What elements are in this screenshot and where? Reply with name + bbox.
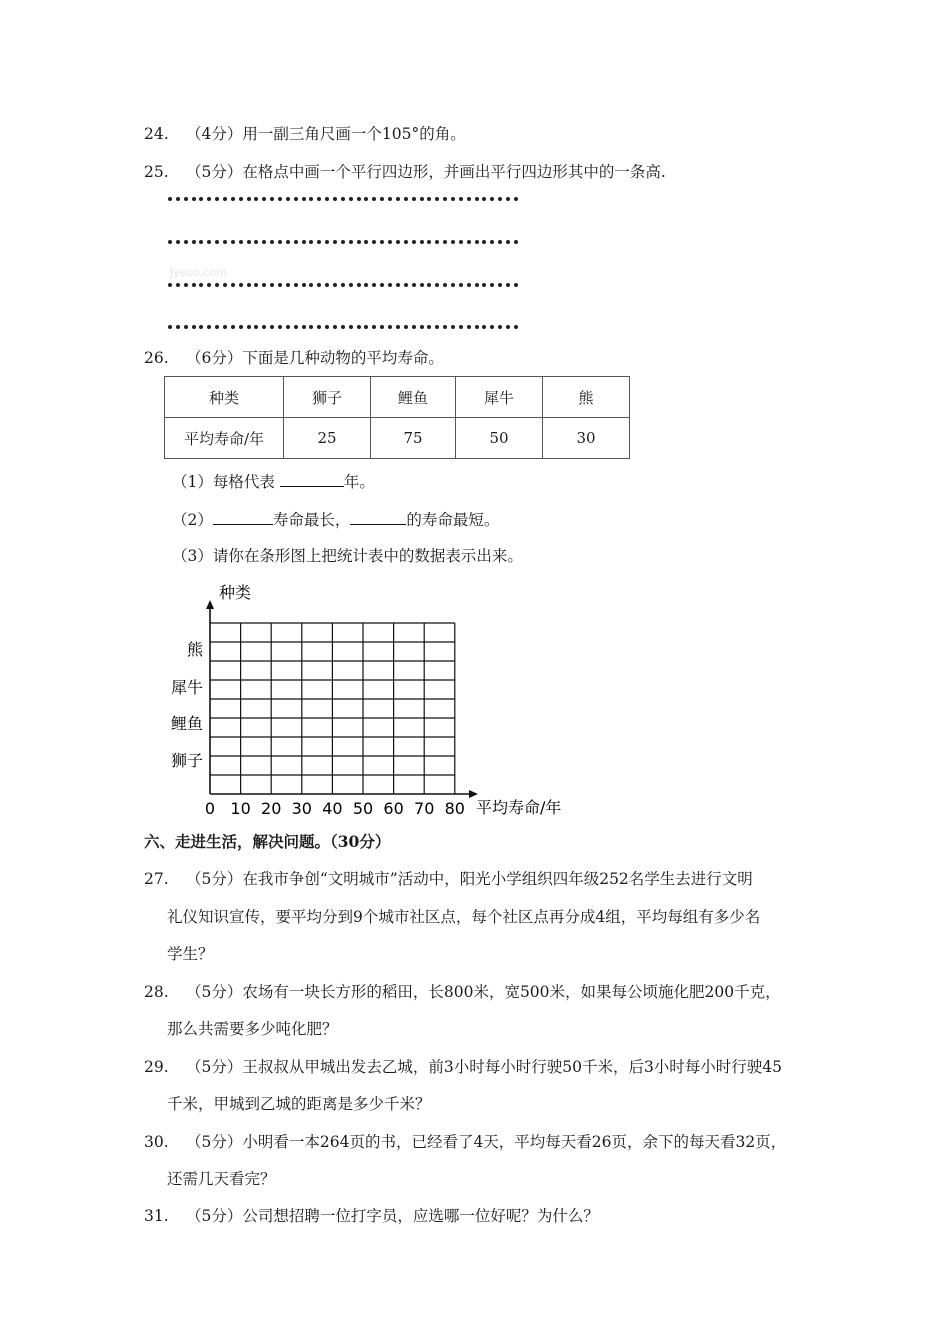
table-cell: 犀牛 bbox=[456, 377, 543, 418]
grid-dot bbox=[341, 283, 345, 287]
question-26 bbox=[144, 348, 444, 368]
grid-dot bbox=[498, 240, 502, 244]
grid-dot bbox=[490, 240, 494, 244]
grid-dot bbox=[420, 325, 424, 329]
grid-dot bbox=[231, 325, 235, 329]
grid-dot bbox=[317, 197, 321, 201]
grid-dot bbox=[514, 197, 518, 201]
grid-dot bbox=[475, 325, 479, 329]
grid-dot bbox=[388, 325, 392, 329]
category-label: 熊 bbox=[186, 640, 203, 659]
question-text: （5分）小明看一本264页的书，已经看了4天，平均每天看26页，余下的每天看32页， bbox=[186, 1133, 787, 1151]
question-31 bbox=[144, 1206, 599, 1226]
grid-dot bbox=[254, 240, 258, 244]
grid-dot bbox=[482, 197, 486, 201]
grid-dot bbox=[514, 283, 518, 287]
grid-dot bbox=[514, 240, 518, 244]
grid-dot bbox=[286, 197, 290, 201]
grid-dot bbox=[467, 240, 471, 244]
question-number: 30. bbox=[144, 1133, 169, 1151]
question-number: 26. bbox=[144, 349, 169, 367]
grid-dot bbox=[176, 197, 180, 201]
grid-dot bbox=[262, 283, 266, 287]
question-24 bbox=[144, 124, 466, 144]
grid-dot bbox=[239, 240, 243, 244]
table-row bbox=[165, 377, 630, 418]
sub-question-3: （3）请你在条形图上把统计表中的数据表示出来。 bbox=[172, 547, 523, 565]
x-axis-arrow bbox=[469, 790, 478, 798]
table-cell: 熊 bbox=[543, 377, 630, 418]
x-tick-label: 10 bbox=[230, 799, 251, 818]
grid-dot bbox=[278, 325, 282, 329]
grid-dot bbox=[412, 197, 416, 201]
category-label: 鲤鱼 bbox=[170, 714, 203, 733]
grid-dot bbox=[207, 325, 211, 329]
grid-dot bbox=[380, 283, 384, 287]
grid-dot bbox=[192, 325, 196, 329]
grid-dot bbox=[176, 283, 180, 287]
grid-dot bbox=[286, 240, 290, 244]
grid-dot bbox=[388, 283, 392, 287]
grid-dot bbox=[364, 283, 368, 287]
grid-dot bbox=[467, 197, 471, 201]
grid-dot bbox=[490, 325, 494, 329]
grid-dot bbox=[294, 325, 298, 329]
grid-dot bbox=[443, 283, 447, 287]
grid-dot bbox=[176, 325, 180, 329]
sub-question-text: （2） bbox=[172, 511, 213, 529]
watermark: Jyeoo.com bbox=[170, 266, 227, 279]
sub-question-1 bbox=[172, 470, 375, 492]
grid-dot bbox=[459, 325, 463, 329]
grid-dot bbox=[475, 197, 479, 201]
grid-dot bbox=[262, 240, 266, 244]
grid-dot bbox=[309, 197, 313, 201]
answer-blank[interactable] bbox=[280, 470, 344, 487]
grid-dot bbox=[325, 240, 329, 244]
grid-dot bbox=[380, 240, 384, 244]
grid-dot bbox=[349, 325, 353, 329]
x-axis-label: 平均寿命∕年 bbox=[476, 798, 562, 817]
grid-dot bbox=[192, 197, 196, 201]
grid-dot bbox=[207, 240, 211, 244]
dot-row bbox=[168, 325, 518, 331]
grid-dot bbox=[199, 240, 203, 244]
x-tick-label: 60 bbox=[383, 799, 404, 818]
grid-dot bbox=[427, 197, 431, 201]
grid-dot bbox=[278, 283, 282, 287]
grid-dot bbox=[192, 283, 196, 287]
grid-dot bbox=[372, 325, 376, 329]
grid-dot bbox=[309, 283, 313, 287]
grid-dot bbox=[427, 325, 431, 329]
grid-dot bbox=[404, 240, 408, 244]
table-cell: 30 bbox=[543, 418, 630, 459]
grid-dot bbox=[372, 240, 376, 244]
grid-dot bbox=[404, 325, 408, 329]
grid-dot bbox=[427, 240, 431, 244]
grid-dot bbox=[231, 240, 235, 244]
question-27-line3: 学生？ bbox=[167, 945, 214, 963]
grid-dot bbox=[223, 325, 227, 329]
question-27-line2: 礼仪知识宣传，要平均分到9个城市社区点，每个社区点再分成4组，平均每组有多少名 bbox=[167, 908, 761, 926]
grid-dot bbox=[270, 325, 274, 329]
question-27 bbox=[144, 869, 753, 889]
grid-dot bbox=[231, 197, 235, 201]
category-label: 狮子 bbox=[170, 751, 203, 770]
grid-dot bbox=[215, 283, 219, 287]
grid-dot bbox=[302, 325, 306, 329]
grid-dot bbox=[341, 197, 345, 201]
grid-dot bbox=[451, 325, 455, 329]
grid-dot bbox=[443, 325, 447, 329]
grid-dot bbox=[420, 240, 424, 244]
grid-dot bbox=[309, 240, 313, 244]
grid-dot bbox=[254, 325, 258, 329]
grid-dot bbox=[207, 197, 211, 201]
grid-dot bbox=[498, 325, 502, 329]
grid-dot bbox=[325, 197, 329, 201]
grid-dot bbox=[199, 197, 203, 201]
question-number: 29. bbox=[144, 1058, 169, 1076]
table-row bbox=[165, 418, 630, 459]
grid-dot bbox=[467, 325, 471, 329]
question-number: 25. bbox=[144, 163, 169, 181]
table-cell: 50 bbox=[456, 418, 543, 459]
grid-dot bbox=[357, 325, 361, 329]
grid-dot bbox=[435, 197, 439, 201]
grid-dot bbox=[317, 325, 321, 329]
x-tick-label: 50 bbox=[352, 799, 374, 818]
grid-dot bbox=[302, 197, 306, 201]
grid-dot bbox=[168, 197, 172, 201]
grid-dot bbox=[482, 283, 486, 287]
grid-dot bbox=[490, 283, 494, 287]
question-text: （6分）下面是几种动物的平均寿命。 bbox=[186, 349, 444, 367]
grid-dot bbox=[482, 240, 486, 244]
question-text: （4分）用一副三角尺画一个105°的角。 bbox=[186, 125, 466, 143]
grid-dot bbox=[388, 240, 392, 244]
dot-row bbox=[168, 197, 518, 203]
grid-dot bbox=[349, 240, 353, 244]
grid-dot bbox=[333, 283, 337, 287]
grid-dot bbox=[357, 283, 361, 287]
grid-dot bbox=[325, 283, 329, 287]
question-29 bbox=[144, 1057, 782, 1077]
bar-chart-grid[interactable] bbox=[0, 578, 950, 818]
grid-dot bbox=[223, 197, 227, 201]
grid-dot bbox=[427, 283, 431, 287]
grid-dot bbox=[482, 325, 486, 329]
grid-dot bbox=[247, 325, 251, 329]
grid-dot bbox=[184, 240, 188, 244]
grid-dot bbox=[231, 283, 235, 287]
grid-dot bbox=[388, 197, 392, 201]
grid-dot bbox=[490, 197, 494, 201]
answer-blank[interactable] bbox=[350, 508, 406, 525]
question-29-line2: 千米，甲城到乙城的距离是多少千米？ bbox=[167, 1095, 431, 1113]
table-cell: 狮子 bbox=[284, 377, 371, 418]
grid-dot bbox=[239, 325, 243, 329]
table-cell: 25 bbox=[284, 418, 371, 459]
grid-dot bbox=[404, 197, 408, 201]
grid-dot bbox=[372, 283, 376, 287]
grid-dot bbox=[459, 240, 463, 244]
grid-dot bbox=[380, 325, 384, 329]
grid-dot bbox=[412, 325, 416, 329]
grid-dot bbox=[184, 325, 188, 329]
grid-dot bbox=[199, 325, 203, 329]
grid-dot bbox=[443, 240, 447, 244]
grid-dot bbox=[341, 240, 345, 244]
grid-dot bbox=[262, 197, 266, 201]
grid-dot bbox=[309, 325, 313, 329]
grid-dot bbox=[435, 283, 439, 287]
grid-dot bbox=[475, 283, 479, 287]
grid-dot bbox=[506, 197, 510, 201]
grid-dot bbox=[199, 283, 203, 287]
grid-dot bbox=[184, 283, 188, 287]
grid-dot bbox=[412, 283, 416, 287]
grid-dot bbox=[207, 283, 211, 287]
dot-row bbox=[168, 283, 518, 289]
grid-dot bbox=[333, 240, 337, 244]
grid-dot bbox=[247, 240, 251, 244]
question-number: 24. bbox=[144, 125, 169, 143]
lifespan-table bbox=[164, 376, 630, 459]
grid-dot bbox=[349, 283, 353, 287]
grid-dot bbox=[168, 240, 172, 244]
grid-dot bbox=[451, 240, 455, 244]
grid-dot bbox=[325, 325, 329, 329]
grid-dot bbox=[270, 240, 274, 244]
grid-dot bbox=[396, 325, 400, 329]
question-30 bbox=[144, 1132, 786, 1152]
grid-dot bbox=[364, 325, 368, 329]
grid-dot bbox=[302, 283, 306, 287]
grid-dot bbox=[317, 240, 321, 244]
grid-dot bbox=[459, 197, 463, 201]
grid-dot bbox=[435, 240, 439, 244]
grid-dot bbox=[349, 197, 353, 201]
grid-dot bbox=[506, 240, 510, 244]
grid-dot bbox=[357, 240, 361, 244]
question-text: （5分）农场有一块长方形的稻田，长800米，宽500米，如果每公顷施化肥200千克， bbox=[186, 983, 781, 1001]
grid-dot bbox=[254, 197, 258, 201]
chart-grid bbox=[210, 623, 455, 794]
sub-question-text: 寿命最长， bbox=[272, 511, 351, 529]
grid-dot bbox=[184, 197, 188, 201]
grid-dot bbox=[286, 325, 290, 329]
grid-dot bbox=[270, 197, 274, 201]
table-cell: 平均寿命/年 bbox=[165, 418, 284, 459]
grid-dot bbox=[404, 283, 408, 287]
grid-dot bbox=[467, 283, 471, 287]
question-text: （5分）在我市争创“文明城市”活动中，阳光小学组织四年级252名学生去进行文明 bbox=[186, 870, 753, 888]
x-tick-label: 80 bbox=[444, 799, 465, 818]
grid-dot bbox=[364, 197, 368, 201]
question-text: （5分）王叔叔从甲城出发去乙城，前3小时每小时行驶50千米，后3小时每小时行驶45 bbox=[186, 1058, 783, 1076]
grid-dot bbox=[302, 240, 306, 244]
grid-dot bbox=[506, 283, 510, 287]
grid-dot bbox=[223, 240, 227, 244]
question-text: （5分）公司想招聘一位打字员，应选哪一位好呢？为什么？ bbox=[186, 1207, 599, 1225]
grid-dot bbox=[286, 283, 290, 287]
answer-blank[interactable] bbox=[213, 508, 273, 525]
x-tick-label: 70 bbox=[414, 799, 435, 818]
sub-question-2 bbox=[172, 508, 499, 530]
section-title: 六、走进生活，解决问题。（30分） bbox=[144, 832, 391, 851]
question-30-line2: 还需几天看完？ bbox=[167, 1170, 276, 1188]
dot-row bbox=[168, 240, 518, 246]
grid-dot bbox=[364, 240, 368, 244]
grid-dot bbox=[168, 325, 172, 329]
grid-dot bbox=[223, 283, 227, 287]
grid-dot bbox=[333, 197, 337, 201]
x-tick-label: 40 bbox=[322, 799, 343, 818]
grid-dot bbox=[215, 240, 219, 244]
grid-dot bbox=[294, 240, 298, 244]
question-text: （5分）在格点中画一个平行四边形，并画出平行四边形其中的一条高. bbox=[186, 163, 666, 181]
grid-dot bbox=[294, 197, 298, 201]
grid-dot bbox=[278, 240, 282, 244]
sub-question-text: （1）每格代表 bbox=[172, 473, 275, 491]
question-25 bbox=[144, 162, 666, 182]
grid-dot bbox=[317, 283, 321, 287]
grid-dot bbox=[341, 325, 345, 329]
grid-dot bbox=[420, 197, 424, 201]
grid-dot bbox=[192, 240, 196, 244]
grid-dot bbox=[333, 325, 337, 329]
sub-question-text: 年。 bbox=[343, 473, 375, 491]
question-number: 27. bbox=[144, 870, 169, 888]
question-number: 28. bbox=[144, 983, 169, 1001]
x-tick-label: 20 bbox=[261, 799, 282, 818]
grid-dot bbox=[247, 197, 251, 201]
grid-dot bbox=[451, 197, 455, 201]
grid-dot bbox=[239, 197, 243, 201]
grid-dot bbox=[498, 197, 502, 201]
question-28-line2: 那么共需要多少吨化肥？ bbox=[167, 1020, 338, 1038]
grid-dot bbox=[443, 197, 447, 201]
grid-dot bbox=[396, 283, 400, 287]
grid-dot bbox=[247, 283, 251, 287]
grid-dot bbox=[506, 325, 510, 329]
grid-dot bbox=[396, 197, 400, 201]
x-tick-label: 30 bbox=[291, 799, 312, 818]
grid-dot bbox=[435, 325, 439, 329]
table-cell: 鲤鱼 bbox=[371, 377, 456, 418]
grid-dot bbox=[176, 240, 180, 244]
grid-dot bbox=[372, 197, 376, 201]
question-28 bbox=[144, 982, 781, 1002]
x-tick-label: 0 bbox=[204, 799, 216, 818]
grid-dot bbox=[254, 283, 258, 287]
grid-dot bbox=[459, 283, 463, 287]
grid-dot bbox=[294, 283, 298, 287]
grid-dot bbox=[215, 325, 219, 329]
grid-dot bbox=[451, 283, 455, 287]
y-axis-label: 种类 bbox=[219, 583, 252, 602]
table-cell: 种类 bbox=[165, 377, 284, 418]
grid-dot bbox=[168, 283, 172, 287]
grid-dot bbox=[357, 197, 361, 201]
grid-dot bbox=[278, 197, 282, 201]
grid-dot bbox=[396, 240, 400, 244]
grid-dot bbox=[262, 325, 266, 329]
grid-dot bbox=[215, 197, 219, 201]
grid-dot bbox=[514, 325, 518, 329]
category-label: 犀牛 bbox=[170, 678, 203, 697]
y-axis-arrow bbox=[206, 600, 214, 609]
question-number: 31. bbox=[144, 1207, 169, 1225]
table-cell: 75 bbox=[371, 418, 456, 459]
grid-dot bbox=[420, 283, 424, 287]
grid-dot bbox=[239, 283, 243, 287]
sub-question-text: 的寿命最短。 bbox=[406, 511, 500, 529]
grid-dot bbox=[412, 240, 416, 244]
grid-dot bbox=[380, 197, 384, 201]
grid-dot bbox=[270, 283, 274, 287]
grid-dot bbox=[498, 283, 502, 287]
grid-dot bbox=[475, 240, 479, 244]
